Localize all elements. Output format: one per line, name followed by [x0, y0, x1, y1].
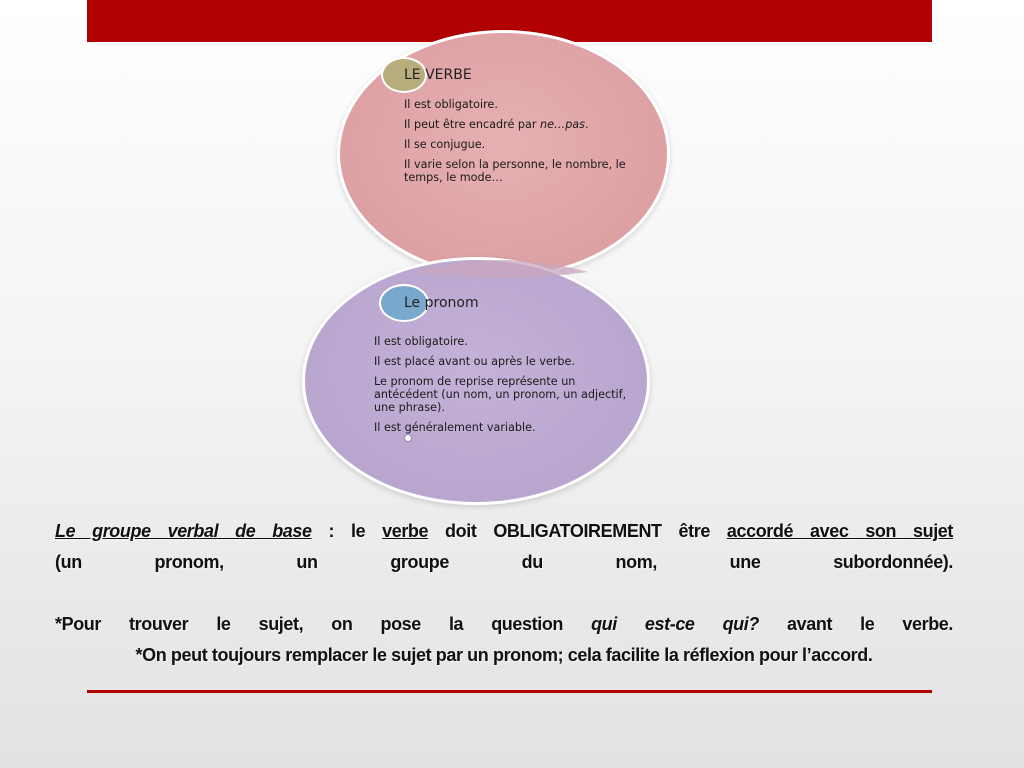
question-phrase: qui est-ce qui? [591, 614, 759, 634]
verbe-list [404, 98, 666, 191]
list-item: Il varie selon la personne, le nombre, le temps, le mode… [404, 158, 626, 184]
list-item: Il est obligatoire. [374, 335, 468, 348]
list-item-text: . [584, 118, 589, 131]
verbe-term: verbe [382, 521, 429, 541]
rule-text-block [55, 516, 953, 671]
tip-text: *Pour trouver le sujet, on pose la question [55, 614, 592, 634]
list-item [404, 118, 666, 131]
list-item: Le pronom de reprise représente un antécédent (un nom, un pronom, un adjectif, une phrase). [374, 375, 627, 414]
pronom-list [374, 335, 632, 441]
text-cursor-handle[interactable] [404, 434, 412, 442]
tip-1 [55, 609, 953, 640]
bottom-accent-rule [87, 690, 932, 693]
gvb-term: Le groupe verbal de base [55, 521, 312, 541]
tip-2: *On peut toujours remplacer le sujet par un pronom; cela facilite la réflexion pour l’accord. [135, 645, 873, 665]
rule-line-2: (un pronom, un groupe du nom, une subordonnée). [55, 552, 953, 572]
pronom-title: Le pronom [404, 295, 479, 311]
oval-overlap-region [400, 254, 600, 280]
rule-text: : le [311, 521, 383, 541]
list-item: Il est placé avant ou après le verbe. [374, 355, 575, 368]
spacer [55, 578, 953, 609]
list-item-emphasis: ne…pas [540, 118, 585, 131]
list-item-text: Il peut être encadré par [404, 118, 541, 131]
rule-text: doit OBLIGATOIREMENT être [428, 521, 727, 541]
list-item: Il est généralement variable. [374, 421, 536, 434]
list-item: Il se conjugue. [404, 138, 486, 151]
rule-line [55, 516, 953, 547]
accord-term: accordé avec son sujet [726, 521, 954, 541]
verbe-title: LE VERBE [404, 67, 472, 83]
list-item: Il est obligatoire. [404, 98, 498, 111]
tip-text: avant le verbe. [758, 614, 954, 634]
